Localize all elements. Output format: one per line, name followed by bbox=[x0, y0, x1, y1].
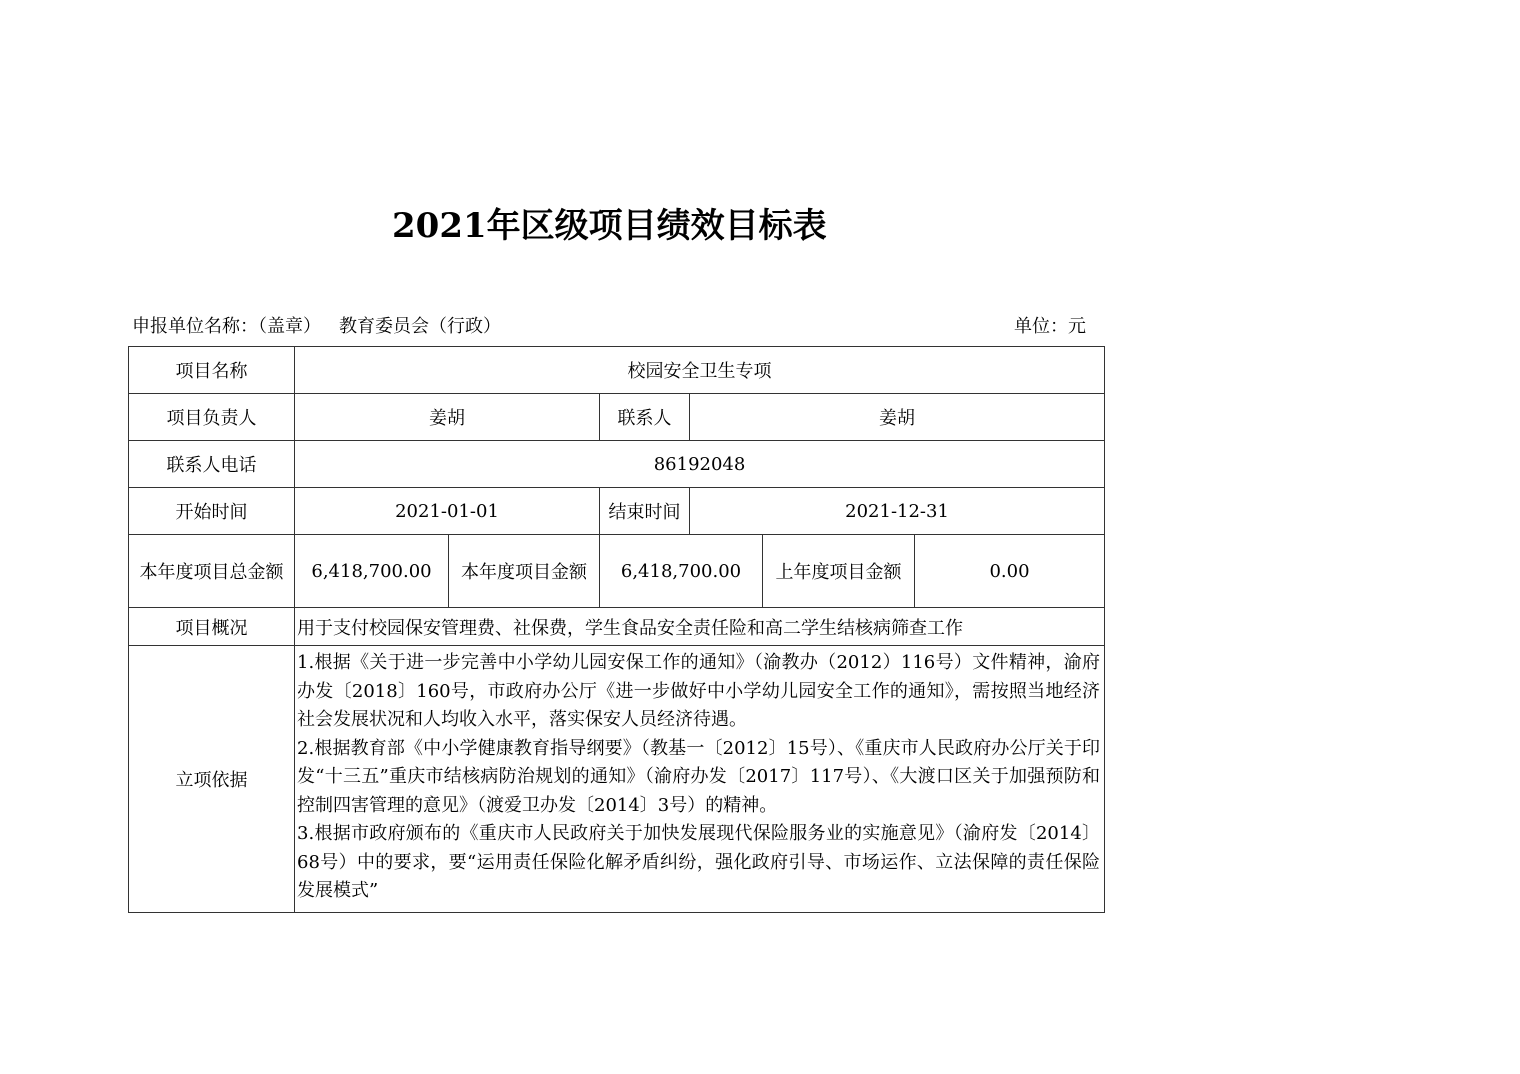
row-phone bbox=[129, 441, 1105, 488]
overview-label: 项目概况 bbox=[129, 608, 295, 646]
currency-unit: 单位：元 bbox=[1014, 316, 1086, 337]
start-label: 开始时间 bbox=[129, 488, 295, 535]
start-value: 2021-01-01 bbox=[295, 488, 600, 535]
total-amount-value: 6,418,700.00 bbox=[295, 535, 449, 608]
last-year-amount-value: 0.00 bbox=[915, 535, 1105, 608]
document-title: 2021年区级项目绩效目标表 bbox=[392, 206, 827, 246]
total-amount-label: 本年度项目总金额 bbox=[129, 535, 295, 608]
row-owner bbox=[129, 394, 1105, 441]
last-year-amount-label: 上年度项目金额 bbox=[763, 535, 915, 608]
owner-value: 姜胡 bbox=[295, 394, 600, 441]
basis-paragraph-3: 3.根据市政府颁布的《重庆市人民政府关于加快发展现代保险服务业的实施意见》（渝府发〔2014〕68号）中的要求，要“运用责任保险化解矛盾纠纷，强化政府引导、市场运作、立法保障的责任保险发展模式” bbox=[297, 823, 1101, 901]
year-amount-label: 本年度项目金额 bbox=[449, 535, 600, 608]
basis-paragraph-1: 1.根据《关于进一步完善中小学幼儿园安保工作的通知》（渝教办（2012）116号）文件精神，渝府办发〔2018〕160号，市政府办公厅《进一步做好中小学幼儿园安全工作的通知》，需按照当地经济社会发展状况和人均收入水平，落实保安人员经济待遇。 bbox=[297, 652, 1101, 730]
applicant-line bbox=[132, 312, 501, 338]
applicant-name: 教育委员会（行政） bbox=[339, 316, 501, 337]
phone-value: 86192048 bbox=[295, 441, 1105, 488]
basis-value bbox=[295, 646, 1105, 913]
basis-label: 立项依据 bbox=[129, 646, 295, 913]
owner-label: 项目负责人 bbox=[129, 394, 295, 441]
contact-label: 联系人 bbox=[600, 394, 690, 441]
performance-table bbox=[128, 346, 1105, 913]
row-basis bbox=[129, 646, 1105, 913]
phone-label: 联系人电话 bbox=[129, 441, 295, 488]
project-name-value: 校园安全卫生专项 bbox=[295, 347, 1105, 394]
project-name-label: 项目名称 bbox=[129, 347, 295, 394]
applicant-label: 申报单位名称：（盖章） bbox=[132, 316, 321, 337]
row-project-name bbox=[129, 347, 1105, 394]
year-amount-value: 6,418,700.00 bbox=[600, 535, 763, 608]
end-value: 2021-12-31 bbox=[690, 488, 1105, 535]
overview-value: 用于支付校园保安管理费、社保费，学生食品安全责任险和高二学生结核病筛查工作 bbox=[295, 608, 1105, 646]
basis-paragraph-2: 2.根据教育部《中小学健康教育指导纲要》（教基一〔2012〕15号）、《重庆市人民政府办公厅关于印发“十三五”重庆市结核病防治规划的通知》（渝府办发〔2017〕117号）、《大渡口区关于加强预防和控制四害管理的意见》（渡爱卫办发〔2014〕3号）的精神。 bbox=[297, 737, 1101, 816]
end-label: 结束时间 bbox=[600, 488, 690, 535]
row-dates bbox=[129, 488, 1105, 535]
contact-value: 姜胡 bbox=[690, 394, 1105, 441]
row-overview bbox=[129, 608, 1105, 646]
row-amounts bbox=[129, 535, 1105, 608]
